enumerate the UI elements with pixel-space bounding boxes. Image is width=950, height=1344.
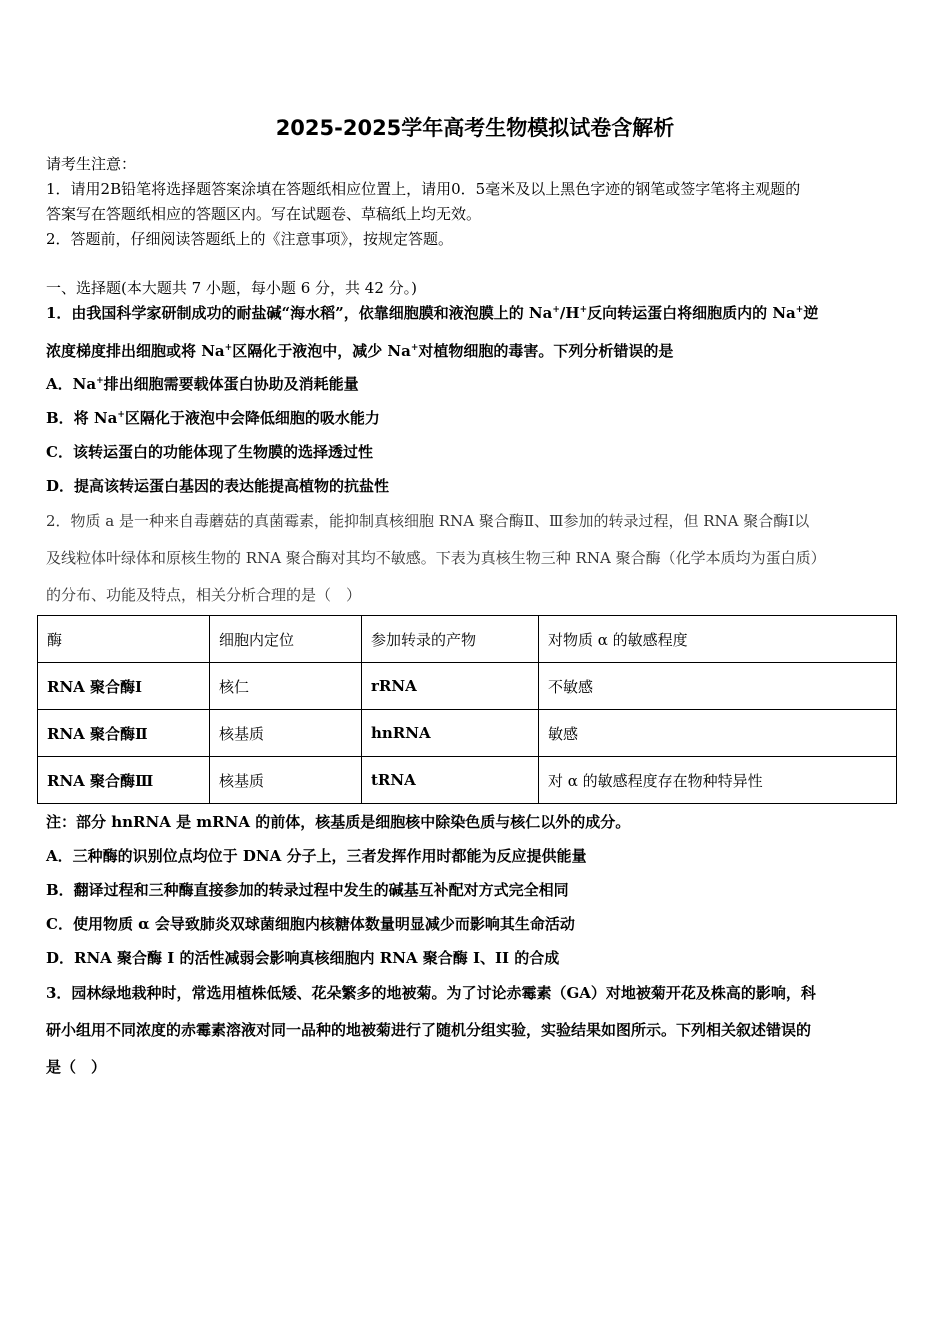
- q2-option-c: C．使用物质 α 会导致肺炎双球菌细胞内核糖体数量明显减少而影响其生命活动: [46, 915, 575, 933]
- table-cell: RNA 聚合酶Ⅰ: [38, 663, 210, 710]
- q1-option-d: D．提高该转运蛋白基因的表达能提高植物的抗盐性: [46, 477, 390, 495]
- q1-option-a: A．Na+排出细胞需要载体蛋白协助及消耗能量: [46, 375, 359, 393]
- notice-item-1-line-1: 1．请用2B铅笔将选择题答案涂填在答题纸相应位置上，请用0．5毫米及以上黑色字迹的钢笔或签字笔将主观题的: [46, 180, 801, 198]
- q2-stem-line-2: 及线粒体叶绿体和原核生物的 RNA 聚合酶对其均不敏感。下表为真核生物三种 RNA 聚合酶（化学本质均为蛋白质）: [46, 549, 826, 567]
- table-cell: RNA 聚合酶Ⅱ: [38, 710, 210, 757]
- notice-heading: 请考生注意：: [46, 155, 137, 173]
- q3-stem-line-1: 3．园林绿地栽种时，常选用植株低矮、花朵繁多的地被菊。为了讨论赤霉素（GA）对地被菊开花及株高的影响，科: [46, 984, 816, 1002]
- table-cell: RNA 聚合酶Ⅲ: [38, 757, 210, 804]
- q3-stem-line-3: 是（ ）: [46, 1058, 107, 1076]
- table-cell: rRNA: [362, 663, 539, 710]
- page-title: 2025-2025学年高考生物模拟试卷含解析: [275, 116, 675, 140]
- table-header-row: [38, 616, 897, 663]
- notice-item-2: 2．答题前，仔细阅读答题纸上的《注意事项》，按规定答题。: [46, 230, 454, 248]
- section-heading: 一、选择题(本大题共 7 小题，每小题 6 分，共 42 分。): [46, 279, 417, 297]
- table-header-cell: 对物质 α 的敏感程度: [539, 616, 897, 663]
- table-row: [38, 663, 897, 710]
- table-cell: 敏感: [539, 710, 897, 757]
- table-header-cell: 参加转录的产物: [362, 616, 539, 663]
- q3-stem-line-2: 研小组用不同浓度的赤霉素溶液对同一品种的地被菊进行了随机分组实验，实验结果如图所示。下列相关叙述错误的: [46, 1021, 812, 1039]
- q1-stem-line-2: 浓度梯度排出细胞或将 Na+区隔化于液泡中，减少 Na+对植物细胞的毒害。下列分析错误的是: [46, 342, 674, 360]
- q2-option-a: A．三种酶的识别位点均位于 DNA 分子上，三者发挥作用时都能为反应提供能量: [46, 847, 587, 865]
- table-row: [38, 757, 897, 804]
- notice-item-1-line-2: 答案写在答题纸相应的答题区内。写在试题卷、草稿纸上均无效。: [46, 205, 482, 223]
- q2-table-note: 注：部分 hnRNA 是 mRNA 的前体，核基质是细胞核中除染色质与核仁以外的成分。: [46, 813, 631, 831]
- table-cell: 核基质: [210, 757, 362, 804]
- rna-polymerase-table: [37, 615, 897, 804]
- table-cell: 对 α 的敏感程度存在物种特异性: [539, 757, 897, 804]
- table-row: [38, 710, 897, 757]
- table-cell: 核仁: [210, 663, 362, 710]
- q2-option-b: B．翻译过程和三种酶直接参加的转录过程中发生的碱基互补配对方式完全相同: [46, 881, 569, 899]
- table-cell: 不敏感: [539, 663, 897, 710]
- q1-stem-line-1: 1．由我国科学家研制成功的耐盐碱“海水稻”，依靠细胞膜和液泡膜上的 Na+/H+反向转运蛋白将细胞质内的 Na+逆: [46, 304, 819, 322]
- q1-option-b: B．将 Na+区隔化于液泡中会降低细胞的吸水能力: [46, 409, 380, 427]
- q1-option-c: C．该转运蛋白的功能体现了生物膜的选择透过性: [46, 443, 373, 461]
- table-cell: tRNA: [362, 757, 539, 804]
- table-cell: hnRNA: [362, 710, 539, 757]
- q2-option-d: D．RNA 聚合酶 I 的活性减弱会影响真核细胞内 RNA 聚合酶 I、II 的合成: [46, 949, 560, 967]
- table-header-cell: 细胞内定位: [210, 616, 362, 663]
- table-header-cell: 酶: [38, 616, 210, 663]
- q2-stem-line-1: 2．物质 a 是一种来自毒蘑菇的真菌霉素，能抑制真核细胞 RNA 聚合酶Ⅱ、Ⅲ参加的转录过程，但 RNA 聚合酶Ⅰ以: [46, 512, 810, 530]
- q2-stem-line-3: 的分布、功能及特点，相关分析合理的是（ ）: [46, 586, 362, 604]
- table-cell: 核基质: [210, 710, 362, 757]
